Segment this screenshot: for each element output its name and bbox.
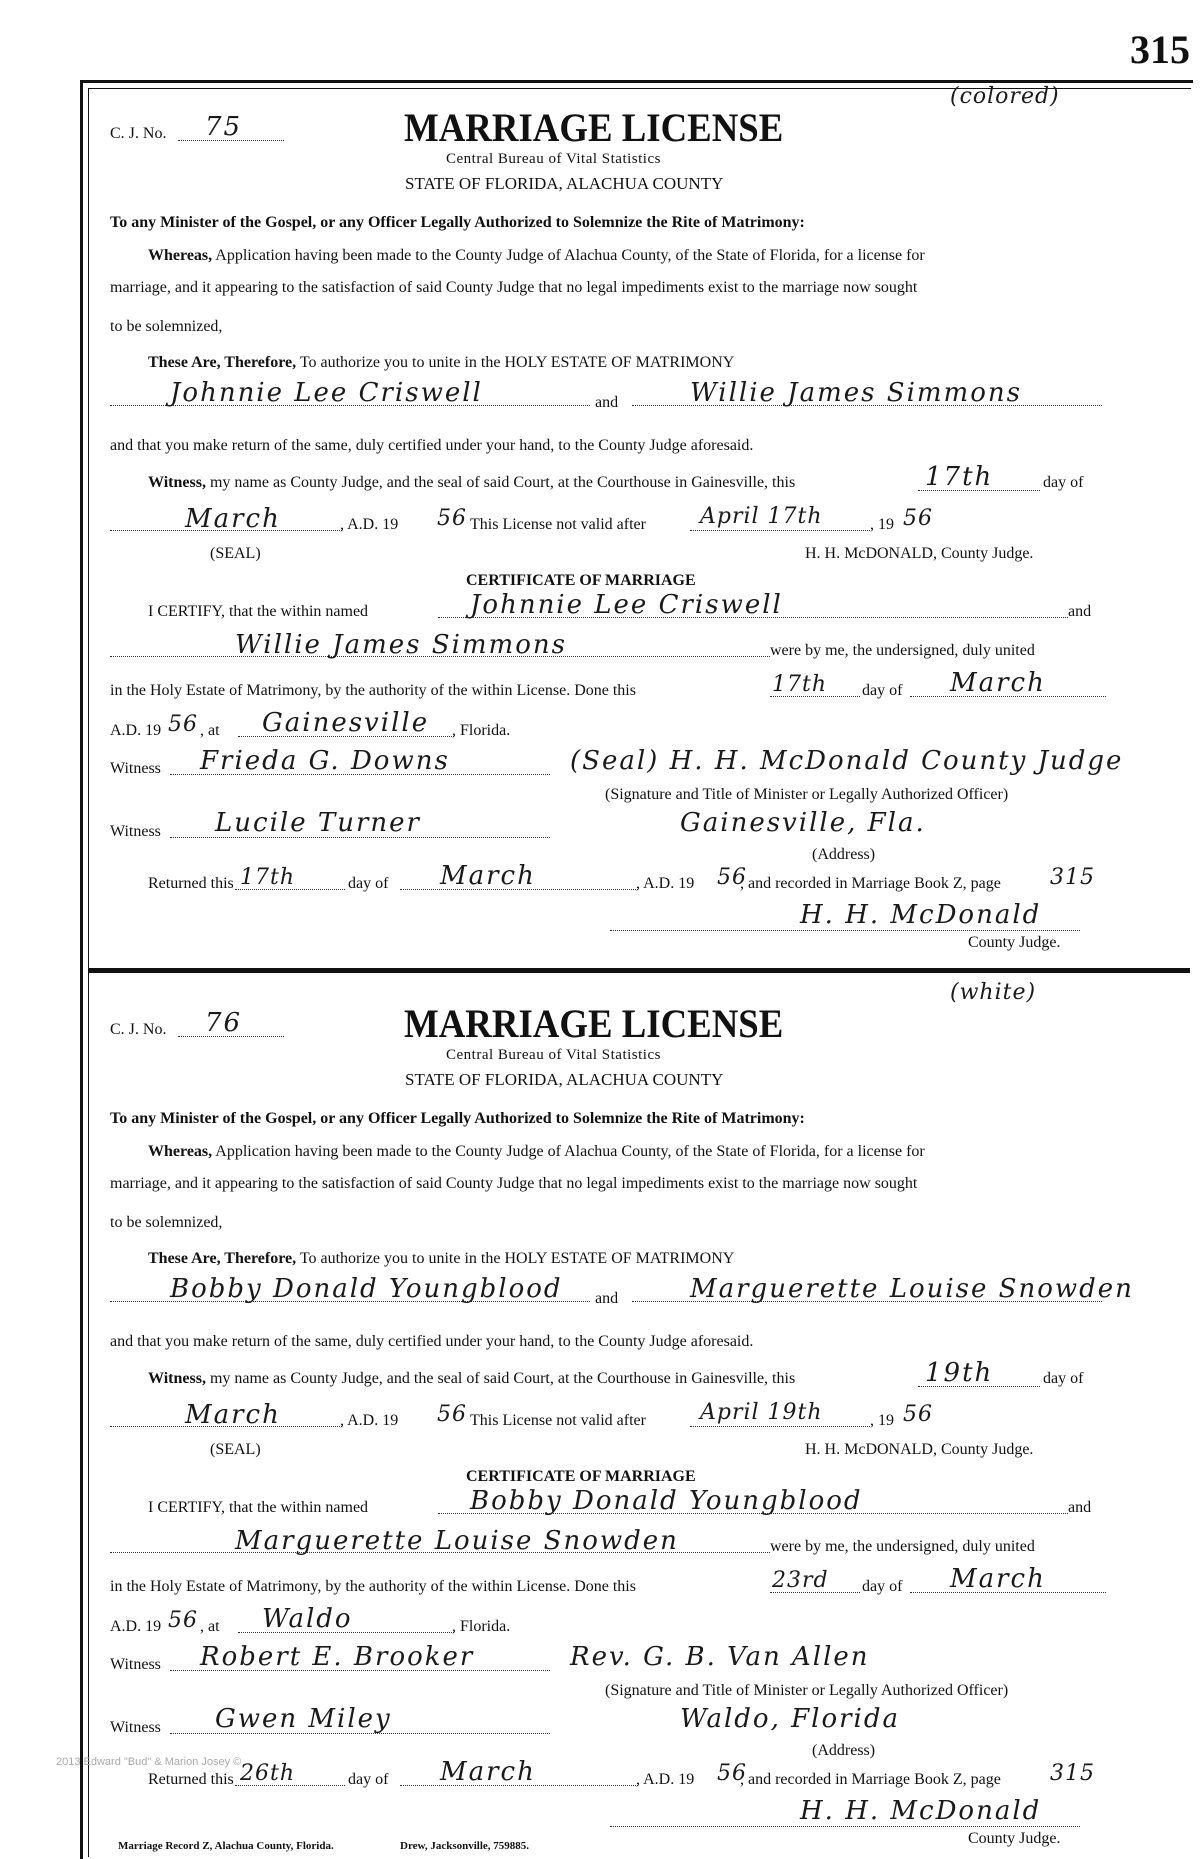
witness1-name: Robert E. Brooker	[200, 1642, 475, 1672]
day-of-label: day of	[1043, 474, 1084, 491]
cj-label: C. J. No.	[110, 125, 167, 142]
returned-year: 56	[717, 865, 747, 890]
race-note: (white)	[950, 980, 1037, 1005]
florida-label: , Florida.	[452, 1618, 511, 1635]
whereas-line-2: marriage, and it appearing to the satisfaction of said County Judge that no legal impediments exist to the marriage now sought	[110, 1175, 918, 1192]
whereas-line-1	[148, 247, 925, 265]
done-ad-label: A.D. 19	[110, 722, 162, 739]
witness-month: March	[185, 1400, 281, 1430]
judge-signature: H. H. McDonald	[800, 1796, 1042, 1826]
marriage-place: Gainesville	[262, 708, 430, 738]
these-bold: These Are, Therefore,	[148, 354, 297, 371]
returned-day: 26th	[240, 1761, 296, 1786]
cert-and-label: and	[1068, 603, 1092, 620]
officiant-signature: Rev. G. B. Van Allen	[570, 1642, 870, 1672]
whereas-bold: Whereas,	[148, 1143, 213, 1160]
groom-name: Johnnie Lee Criswell	[170, 378, 483, 408]
these-text: To authorize you to unite in the HOLY ESTATE OF MATRIMONY	[299, 354, 735, 371]
holy-estate-line: in the Holy Estate of Matrimony, by the authority of the within License. Done this	[110, 1578, 636, 1595]
ad-label: , A.D. 19	[340, 516, 399, 533]
valid-underline	[690, 1426, 870, 1427]
certificate-title: CERTIFICATE OF MARRIAGE	[466, 572, 696, 589]
returned-label: Returned this	[148, 1771, 234, 1788]
these-bold: These Are, Therefore,	[148, 1250, 297, 1267]
were-by-me: were by me, the undersigned, duly united	[770, 1538, 1035, 1555]
returned-ad: , A.D. 19	[636, 1771, 695, 1788]
state-county: STATE OF FLORIDA, ALACHUA COUNTY	[405, 1070, 724, 1089]
witness2-name: Lucile Turner	[215, 808, 421, 838]
bureau-name: Central Bureau of Vital Statistics	[446, 1047, 661, 1063]
license-year: 56	[437, 506, 467, 531]
witness-bold: Witness,	[148, 474, 206, 491]
witness-day: 19th	[925, 1358, 994, 1388]
valid-until: April 19th	[700, 1400, 823, 1425]
county-judge-label: County Judge.	[968, 1830, 1061, 1847]
these-text: To authorize you to unite in the HOLY ESTATE OF MATRIMONY	[299, 1250, 735, 1267]
witness-day: 17th	[925, 462, 994, 492]
holy-estate-line: in the Holy Estate of Matrimony, by the authority of the within License. Done this	[110, 682, 636, 699]
address-caption: (Address)	[812, 1742, 876, 1759]
done-year: 56	[168, 712, 198, 737]
witness-text: my name as County Judge, and the seal of said Court, at the Courthouse in Gainesville, this	[209, 1370, 796, 1387]
seal-label: (SEAL)	[210, 545, 261, 562]
recorded-text: , and recorded in Marriage Book Z, page	[740, 1771, 1001, 1788]
bride-name: Willie James Simmons	[690, 378, 1022, 408]
judge-label: H. H. McDONALD, County Judge.	[805, 545, 1034, 562]
done-ad-label: A.D. 19	[110, 1618, 162, 1635]
returned-month: March	[440, 1757, 536, 1787]
cj-number: 75	[205, 112, 243, 142]
at-label: , at	[200, 1618, 220, 1635]
witness-line	[148, 474, 795, 492]
witness1-label: Witness	[110, 760, 161, 777]
valid-underline	[690, 530, 870, 531]
returned-day-of: day of	[348, 875, 389, 892]
certify-label: I CERTIFY, that the within named	[148, 603, 369, 620]
certify-label: I CERTIFY, that the within named	[148, 1499, 369, 1516]
witness-line	[148, 1370, 795, 1388]
address-line: To any Minister of the Gospel, or any Officer Legally Authorized to Solemnize the Rite of Matrimony:	[110, 214, 805, 231]
groom-name: Bobby Donald Youngblood	[170, 1274, 563, 1304]
return-line: and that you make return of the same, duly certified under your hand, to the County Judge aforesaid.	[110, 1333, 754, 1350]
witness1-name: Frieda G. Downs	[200, 746, 450, 776]
whereas-text-1: Application having been made to the County Judge of Alachua County, of the State of Florida, for a license for	[215, 247, 925, 264]
done-day: 23rd	[772, 1568, 829, 1593]
done-month: March	[950, 1564, 1046, 1594]
address-line: To any Minister of the Gospel, or any Officer Legally Authorized to Solemnize the Rite of Matrimony:	[110, 1110, 805, 1127]
county-judge-label: County Judge.	[968, 934, 1061, 951]
whereas-line-2: marriage, and it appearing to the satisfaction of said County Judge that no legal impediments exist to the marriage now sought	[110, 279, 918, 296]
and-label: and	[595, 394, 619, 411]
cj-number: 76	[205, 1008, 243, 1038]
valid-year: 56	[903, 1402, 933, 1427]
race-note: (colored)	[950, 84, 1060, 109]
returned-label: Returned this	[148, 875, 234, 892]
officiant-signature: (Seal) H. H. McDonald County Judge	[570, 746, 1124, 776]
returned-day-of: day of	[348, 1771, 389, 1788]
witness2-label: Witness	[110, 1719, 161, 1736]
recorded-text: , and recorded in Marriage Book Z, page	[740, 875, 1001, 892]
whereas-line-1	[148, 1143, 925, 1161]
ad-label: , A.D. 19	[340, 1412, 399, 1429]
valid-year: 56	[903, 506, 933, 531]
witness-text: my name as County Judge, and the seal of said Court, at the Courthouse in Gainesville, this	[209, 474, 796, 491]
valid-year-label: , 19	[870, 1412, 894, 1429]
done-day-of: day of	[862, 682, 903, 699]
marriage-place: Waldo	[262, 1604, 353, 1634]
valid-until: April 17th	[700, 504, 823, 529]
whereas-line-3: to be solemnized,	[110, 1214, 223, 1231]
footer-right: Drew, Jacksonville, 759885.	[400, 1840, 530, 1852]
license-title: MARRIAGE LICENSE	[404, 1001, 784, 1046]
valid-year-label: , 19	[870, 516, 894, 533]
return-line: and that you make return of the same, duly certified under your hand, to the County Judge aforesaid.	[110, 437, 754, 454]
done-month: March	[950, 668, 1046, 698]
returned-day: 17th	[240, 865, 296, 890]
judge-sig-underline	[610, 930, 1080, 931]
judge-signature: H. H. McDonald	[800, 900, 1042, 930]
officiant-address: Gainesville, Fla.	[680, 808, 926, 838]
signature-caption: (Signature and Title of Minister or Legally Authorized Officer)	[605, 1682, 1009, 1699]
cert-bride: Willie James Simmons	[235, 630, 567, 660]
judge-sig-underline	[610, 1826, 1080, 1827]
seal-label: (SEAL)	[210, 1441, 261, 1458]
cert-bride: Marguerette Louise Snowden	[235, 1526, 679, 1556]
not-valid-label: This License not valid after	[470, 516, 646, 533]
florida-label: , Florida.	[452, 722, 511, 739]
returned-month: March	[440, 861, 536, 891]
not-valid-label: This License not valid after	[470, 1412, 646, 1429]
address-caption: (Address)	[812, 846, 876, 863]
witness-bold: Witness,	[148, 1370, 206, 1387]
whereas-text-1: Application having been made to the County Judge of Alachua County, of the State of Florida, for a license for	[215, 1143, 925, 1160]
returned-ad: , A.D. 19	[636, 875, 695, 892]
done-year: 56	[168, 1608, 198, 1633]
these-are-line	[148, 1250, 734, 1268]
were-by-me: were by me, the undersigned, duly united	[770, 642, 1035, 659]
bureau-name: Central Bureau of Vital Statistics	[446, 151, 661, 167]
page-number: 315	[1130, 27, 1190, 72]
whereas-bold: Whereas,	[148, 247, 213, 264]
cert-groom: Johnnie Lee Criswell	[470, 590, 783, 620]
done-day-of: day of	[862, 1578, 903, 1595]
signature-caption: (Signature and Title of Minister or Legally Authorized Officer)	[605, 786, 1009, 803]
witness2-name: Gwen Miley	[215, 1704, 392, 1734]
and-label: and	[595, 1290, 619, 1307]
at-label: , at	[200, 722, 220, 739]
cert-groom: Bobby Donald Youngblood	[470, 1486, 863, 1516]
section-divider	[88, 968, 1190, 973]
officiant-address: Waldo, Florida	[680, 1704, 901, 1734]
state-county: STATE OF FLORIDA, ALACHUA COUNTY	[405, 174, 724, 193]
whereas-line-3: to be solemnized,	[110, 318, 223, 335]
certificate-title: CERTIFICATE OF MARRIAGE	[466, 1468, 696, 1485]
cert-and-label: and	[1068, 1499, 1092, 1516]
witness2-label: Witness	[110, 823, 161, 840]
day-of-label: day of	[1043, 1370, 1084, 1387]
done-day: 17th	[772, 672, 828, 697]
license-title: MARRIAGE LICENSE	[404, 105, 784, 150]
returned-year: 56	[717, 1761, 747, 1786]
judge-label: H. H. McDONALD, County Judge.	[805, 1441, 1034, 1458]
watermark: 2013 Edward "Bud" & Marion Josey ©	[56, 1756, 242, 1768]
cj-label: C. J. No.	[110, 1021, 167, 1038]
witness-month: March	[185, 504, 281, 534]
record-page: 315	[1050, 865, 1095, 890]
these-are-line	[148, 354, 734, 372]
footer-left: Marriage Record Z, Alachua County, Florida.	[118, 1840, 334, 1852]
witness1-label: Witness	[110, 1656, 161, 1673]
license-year: 56	[437, 1402, 467, 1427]
bride-name: Marguerette Louise Snowden	[690, 1274, 1134, 1304]
record-page: 315	[1050, 1761, 1095, 1786]
